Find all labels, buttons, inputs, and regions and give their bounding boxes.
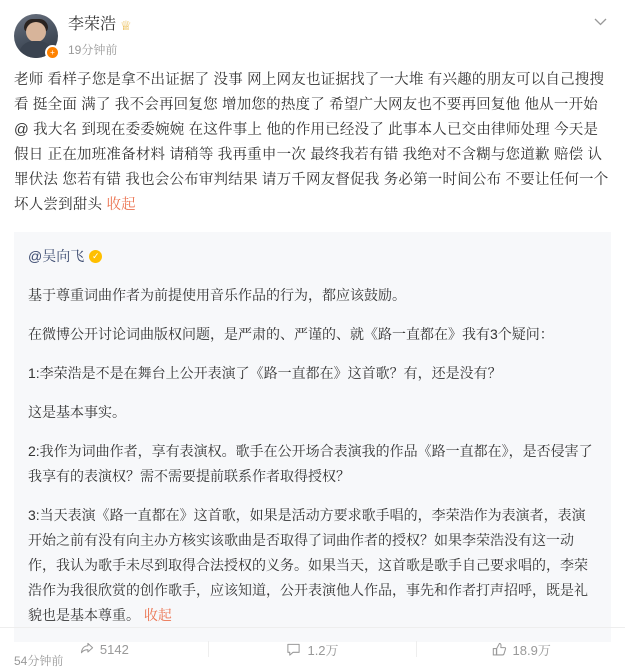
post-body-text — [14, 68, 609, 218]
share-count: 5142 — [99, 641, 129, 657]
quoted-collapse-link[interactable]: 收起 — [143, 607, 172, 623]
share-icon — [79, 642, 94, 657]
post-content — [0, 58, 625, 218]
plus-icon[interactable]: + — [45, 45, 60, 60]
post-action-bar — [0, 627, 625, 670]
post-footer-timestamp: 54分钟前 — [14, 654, 64, 668]
chevron-down-icon[interactable] — [588, 14, 609, 26]
quoted-post — [14, 232, 611, 642]
user-name-row — [68, 14, 588, 36]
post-body-paragraph: 老师 看样子您是拿不出证据了 没事 网上网友也证据找了一大堆 有兴趣的朋友可以自己搜搜看 挺全面 满了 我不会再回复您 增加您的热度了 希望广大网友也不要再回复他 他从一开始@ 我大名 到现在委委婉婉 在这件事上 他的作用已经没了 此事本人已交由律师处理 今天是假日 正在加班准备材料 请稍等 我再重申一次 最终我若有错 我绝对不含糊与您道歉 赔偿 认罪伏法 您若有错 我也会公布审判结果 请万千网友督促我 务必第一时间公布 不要让任何一个坏人尝到甜头 — [14, 72, 609, 213]
quoted-paragraph-3: 1:李荣浩是不是在舞台上公开表演了《路一直都在》这首歌？有，还是没有？ — [28, 365, 502, 381]
post-timestamp: 19分钟前 — [68, 43, 118, 57]
comment-count: 1.2万 — [307, 642, 339, 658]
like-button[interactable] — [417, 628, 625, 670]
quoted-paragraph-1: 基于尊重词曲作者为前提使用音乐作品的行为，都应该鼓励。 — [28, 287, 406, 303]
quoted-paragraph-5: 2:我作为词曲作者，享有表演权。歌手在公开场合表演我的作品《路一直都在》，是否侵害了我享有的表演权？需不需要提前联系作者取得授权？ — [28, 443, 593, 484]
comment-icon — [286, 642, 301, 657]
quoted-paragraph-6 — [28, 503, 597, 628]
quoted-author-row — [28, 244, 597, 269]
like-count: 18.9万 — [512, 642, 551, 658]
crown-icon: ♕ — [120, 17, 132, 33]
user-name[interactable]: 李荣浩 — [68, 16, 117, 33]
share-button[interactable] — [0, 628, 208, 670]
post-header — [0, 0, 625, 58]
post-header-text — [68, 14, 588, 58]
quoted-paragraph-4: 这是基本事实。 — [28, 404, 126, 420]
quoted-author-name[interactable]: @吴向飞 — [28, 248, 85, 264]
thumbs-up-icon — [492, 642, 507, 657]
quoted-paragraph-6-text: 3:当天表演《路一直都在》这首歌，如果是活动方要求歌手唱的，李荣浩作为表演者，表演开始之前有没有向主办方核实该歌曲是否取得了词曲作者的授权？如果李荣浩没有这一动作，我认为歌手未尽到取得合法授权的义务。如果当天，这首歌是歌手自己要求唱的，李荣浩作为我很欣赏的创作歌手，应该知道，公开表演他人作品，事先和作者打声招呼，既是礼貌也是基本尊重。 — [28, 507, 588, 623]
comment-button[interactable] — [209, 628, 417, 670]
avatar-face — [26, 22, 46, 42]
quoted-paragraph-2: 在微博公开讨论词曲版权问题，是严肃的、严谨的、就《路一直都在》我有3个疑问： — [28, 326, 554, 342]
avatar[interactable] — [14, 14, 58, 58]
collapse-link[interactable]: 收起 — [106, 197, 136, 213]
verified-badge-icon: ✓ — [89, 250, 102, 263]
